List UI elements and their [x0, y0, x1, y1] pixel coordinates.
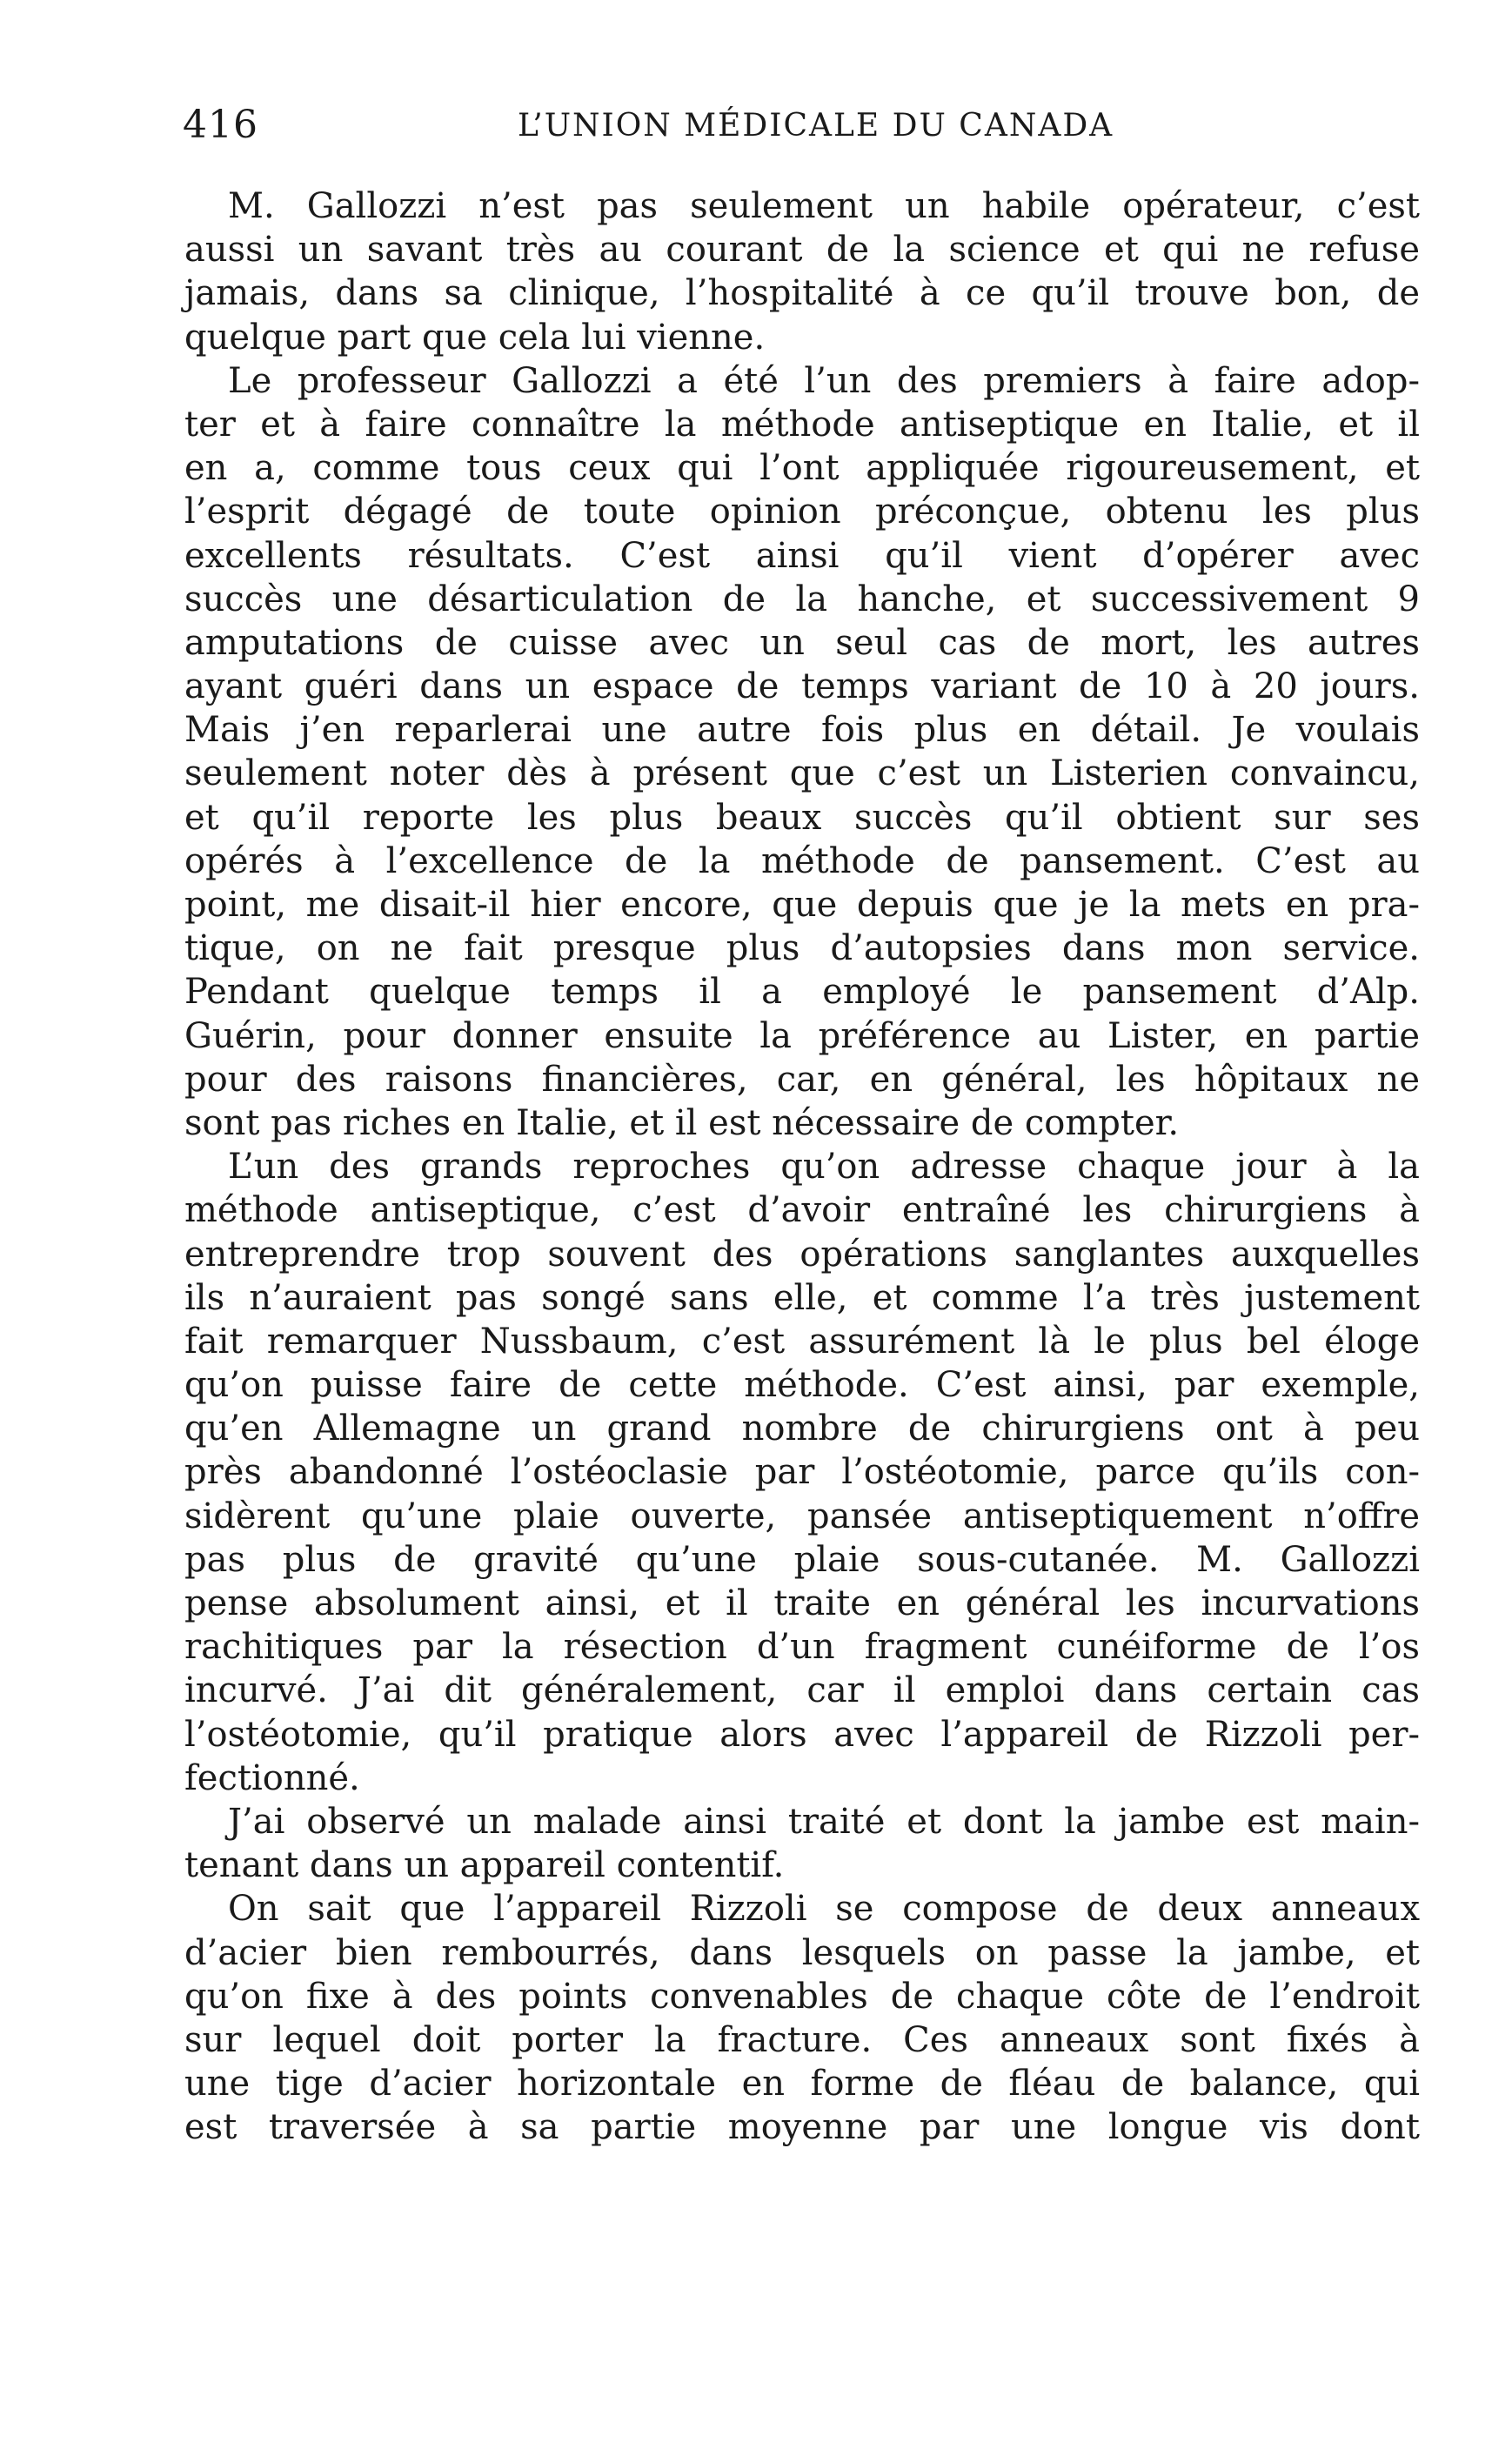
- text-line: l’ostéotomie, qu’il pratique alors avec l’appareil de Rizzoli per-: [184, 1714, 1420, 1755]
- text-line: succès une désarticulation de la hanche, et successivement 9: [184, 579, 1420, 619]
- text-line: et qu’il reporte les plus beaux succès qu’il obtient sur ses: [184, 797, 1420, 838]
- text-line: seulement noter dès à présent que c’est un Listerien convaincu,: [184, 753, 1420, 794]
- text-line: On sait que l’appareil Rizzoli se compose de deux anneaux: [228, 1889, 1420, 1930]
- text-line: M. Gallozzi n’est pas seulement un habile opérateur, c’est: [228, 186, 1420, 226]
- text-line: qu’on fixe à des points convenables de chaque côte de l’endroit: [184, 1976, 1420, 2017]
- text-line: qu’en Allemagne un grand nombre de chirurgiens ont à peu: [184, 1409, 1420, 1449]
- text-line: incurvé. J’ai dit généralement, car il emploi dans certain cas: [184, 1670, 1420, 1711]
- text-line: une tige d’acier horizontale en forme de fléau de balance, qui: [184, 2064, 1420, 2105]
- text-line: entreprendre trop souvent des opérations sanglantes auxquelles: [184, 1234, 1420, 1275]
- text-line: rachitiques par la résection d’un fragment cunéiforme de l’os: [184, 1627, 1420, 1668]
- text-line: Pendant quelque temps il a employé le pansement d’Alp.: [184, 972, 1420, 1013]
- text-line: amputations de cuisse avec un seul cas de mort, les autres: [184, 622, 1420, 663]
- text-line: sur lequel doit porter la fracture. Ces anneaux sont fixés à: [184, 2019, 1420, 2060]
- text-line: J’ai observé un malade ainsi traité et dont la jambe est main-: [228, 1801, 1420, 1842]
- text-line: d’acier bien rembourrés, dans lesquels on passe la jambe, et: [184, 1932, 1420, 1973]
- text-line: pas plus de gravité qu’une plaie sous-cutanée. M. Gallozzi: [184, 1539, 1420, 1580]
- text-line: L’un des grands reproches qu’on adresse chaque jour à la: [228, 1147, 1420, 1188]
- text-line: ils n’auraient pas songé sans elle, et comme l’a très justement: [184, 1277, 1420, 1318]
- text-line: tenant dans un appareil contentif.: [184, 1845, 785, 1886]
- running-head: [183, 103, 1401, 155]
- text-line: Guérin, pour donner ensuite la préférence au Lister, en partie: [184, 1015, 1420, 1056]
- text-line: excellents résultats. C’est ainsi qu’il vient d’opérer avec: [184, 535, 1420, 576]
- body-text: [184, 184, 1420, 2149]
- text-line: Mais j’en reparlerai une autre fois plus en détail. Je voulais: [184, 710, 1420, 751]
- text-line: ter et à faire connaître la méthode antiseptique en Italie, et il: [184, 404, 1420, 445]
- text-line: près abandonné l’ostéoclasie par l’ostéotomie, parce qu’ils con-: [184, 1452, 1420, 1493]
- text-line: pour des raisons financières, car, en général, les hôpitaux ne: [184, 1059, 1420, 1100]
- text-line: ayant guéri dans un espace de temps variant de 10 à 20 jours.: [184, 666, 1420, 707]
- text-line: point, me disait-il hier encore, que depuis que je la mets en pra-: [184, 885, 1420, 925]
- text-line: est traversée à sa partie moyenne par une longue vis dont: [184, 2107, 1420, 2148]
- text-line: opérés à l’excellence de la méthode de pansement. C’est au: [184, 840, 1420, 881]
- text-line: qu’on puisse faire de cette méthode. C’est ainsi, par exemple,: [184, 1365, 1420, 1406]
- text-line: tique, on ne fait presque plus d’autopsies dans mon service.: [184, 928, 1420, 969]
- text-line: quelque part que cela lui vienne.: [184, 317, 766, 358]
- text-line: Le professeur Gallozzi a été l’un des premiers à faire adop-: [228, 360, 1420, 401]
- text-line: sidèrent qu’une plaie ouverte, pansée antiseptiquement n’offre: [184, 1496, 1420, 1536]
- text-line: aussi un savant très au courant de la science et qui ne refuse: [184, 230, 1420, 271]
- journal-title: L’UNION MÉDICALE DU CANADA: [518, 108, 1114, 144]
- text-line: pense absolument ainsi, et il traite en général les incurvations: [184, 1583, 1420, 1623]
- text-line: méthode antiseptique, c’est d’avoir entraîné les chirurgiens à: [184, 1190, 1420, 1231]
- text-line: l’esprit dégagé de toute opinion préconçue, obtenu les plus: [184, 492, 1420, 532]
- text-line: en a, comme tous ceux qui l’ont appliquée rigoureusement, et: [184, 448, 1420, 489]
- text-line: fectionné.: [184, 1757, 360, 1798]
- text-line: sont pas riches en Italie, et il est nécessaire de compter.: [184, 1102, 1180, 1143]
- text-line: jamais, dans sa clinique, l’hospitalité à ce qu’il trouve bon, de: [184, 273, 1420, 314]
- page-number: 416: [183, 103, 258, 147]
- text-line: fait remarquer Nussbaum, c’est assurément là le plus bel éloge: [184, 1321, 1420, 1362]
